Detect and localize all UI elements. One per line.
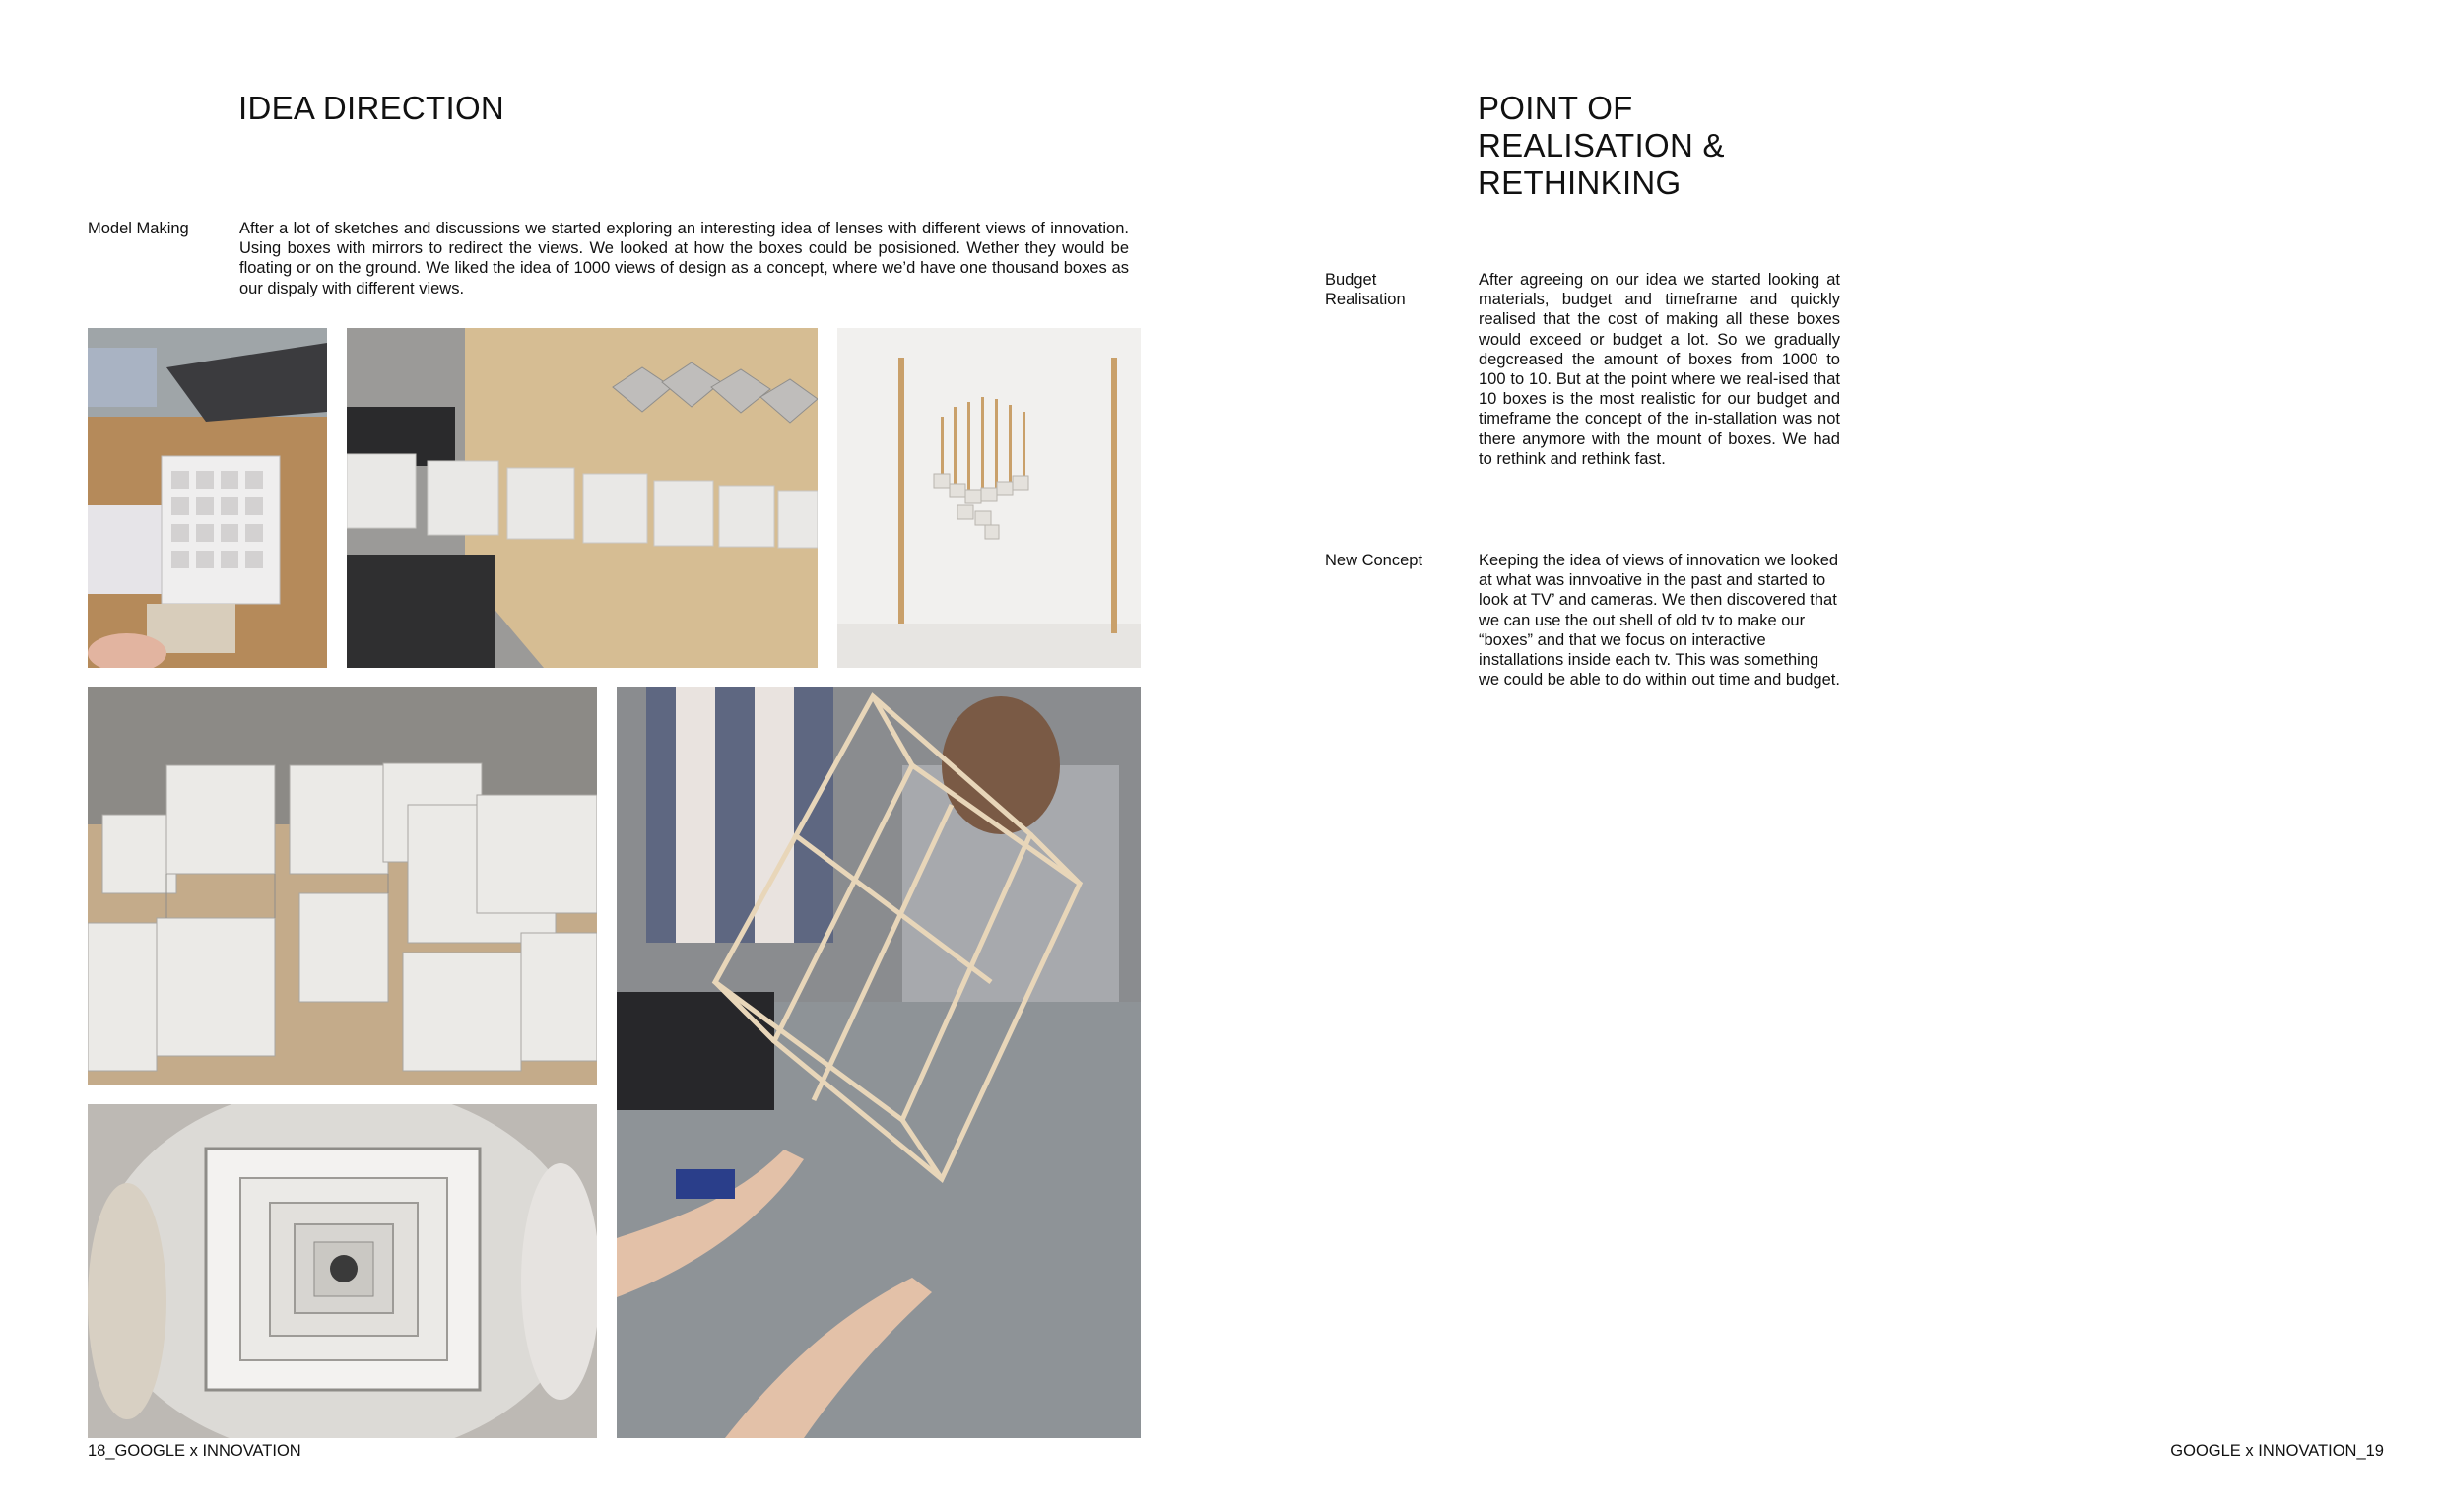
budget-realisation-text: After agreeing on our idea we started looking at materials, budget and timeframe and quickly realised that the cost of making all these boxes would exceed or budget a lot. So we gradually degcreased the amount of boxes from 1000 to 100 to 10. But at the point where we real-ised that 10 boxes is the most realistic for our budget and timeframe the concept of the in-stallation was not there anymore with the mount of boxes. We had to rethink and rethink fast. — [1479, 271, 1840, 468]
photo-hanging-boxes-render — [837, 328, 1141, 668]
new-concept-text: Keeping the idea of views of innovation we looked at what was innvoative in the past and started to look at TV’ and cameras. We then discovered that we can use the out shell of old tv to make our “boxes” and that we focus on interactive installations inside each tv. This was something we could be able to do within out time and budget. — [1479, 552, 1840, 690]
photo-row-of-white-boxes — [347, 328, 818, 668]
budget-label-line-2: Realisation — [1325, 291, 1406, 308]
idea-direction-title: IDEA DIRECTION — [238, 90, 505, 126]
model-making-label: Model Making — [88, 220, 189, 237]
budget-realisation-label — [1325, 270, 1406, 309]
title-line-1: POINT OF — [1478, 90, 1633, 126]
left-page-footer: 18_GOOGLE x INNOVATION — [88, 1442, 301, 1460]
photo-wooden-stick-frame — [617, 687, 1141, 1438]
photo-model-floating-grid — [88, 328, 327, 668]
point-of-realisation-title — [1478, 90, 1725, 202]
budget-label-line-1: Budget — [1325, 271, 1377, 289]
photo-view-through-box — [88, 1104, 597, 1438]
new-concept-label-line-1: New Concept — [1325, 552, 1423, 569]
title-line-3: RETHINKING — [1478, 164, 1682, 201]
right-page-footer: GOOGLE x INNOVATION_19 — [2170, 1442, 2384, 1460]
new-concept-label — [1325, 551, 1422, 570]
photo-stacked-box-models — [88, 687, 597, 1085]
model-making-text: After a lot of sketches and discussions we started exploring an interesting idea of lenses with different views of innovation. Using boxes with mirrors to redirect the views. We looked at how the boxes could be posisioned. Wether they would be floating or on the ground. We liked the idea of 1000 views of design as a concept, where we’d have one thousand boxes as our dispaly with different views. — [239, 220, 1129, 297]
title-line-2: REALISATION & — [1478, 127, 1725, 164]
